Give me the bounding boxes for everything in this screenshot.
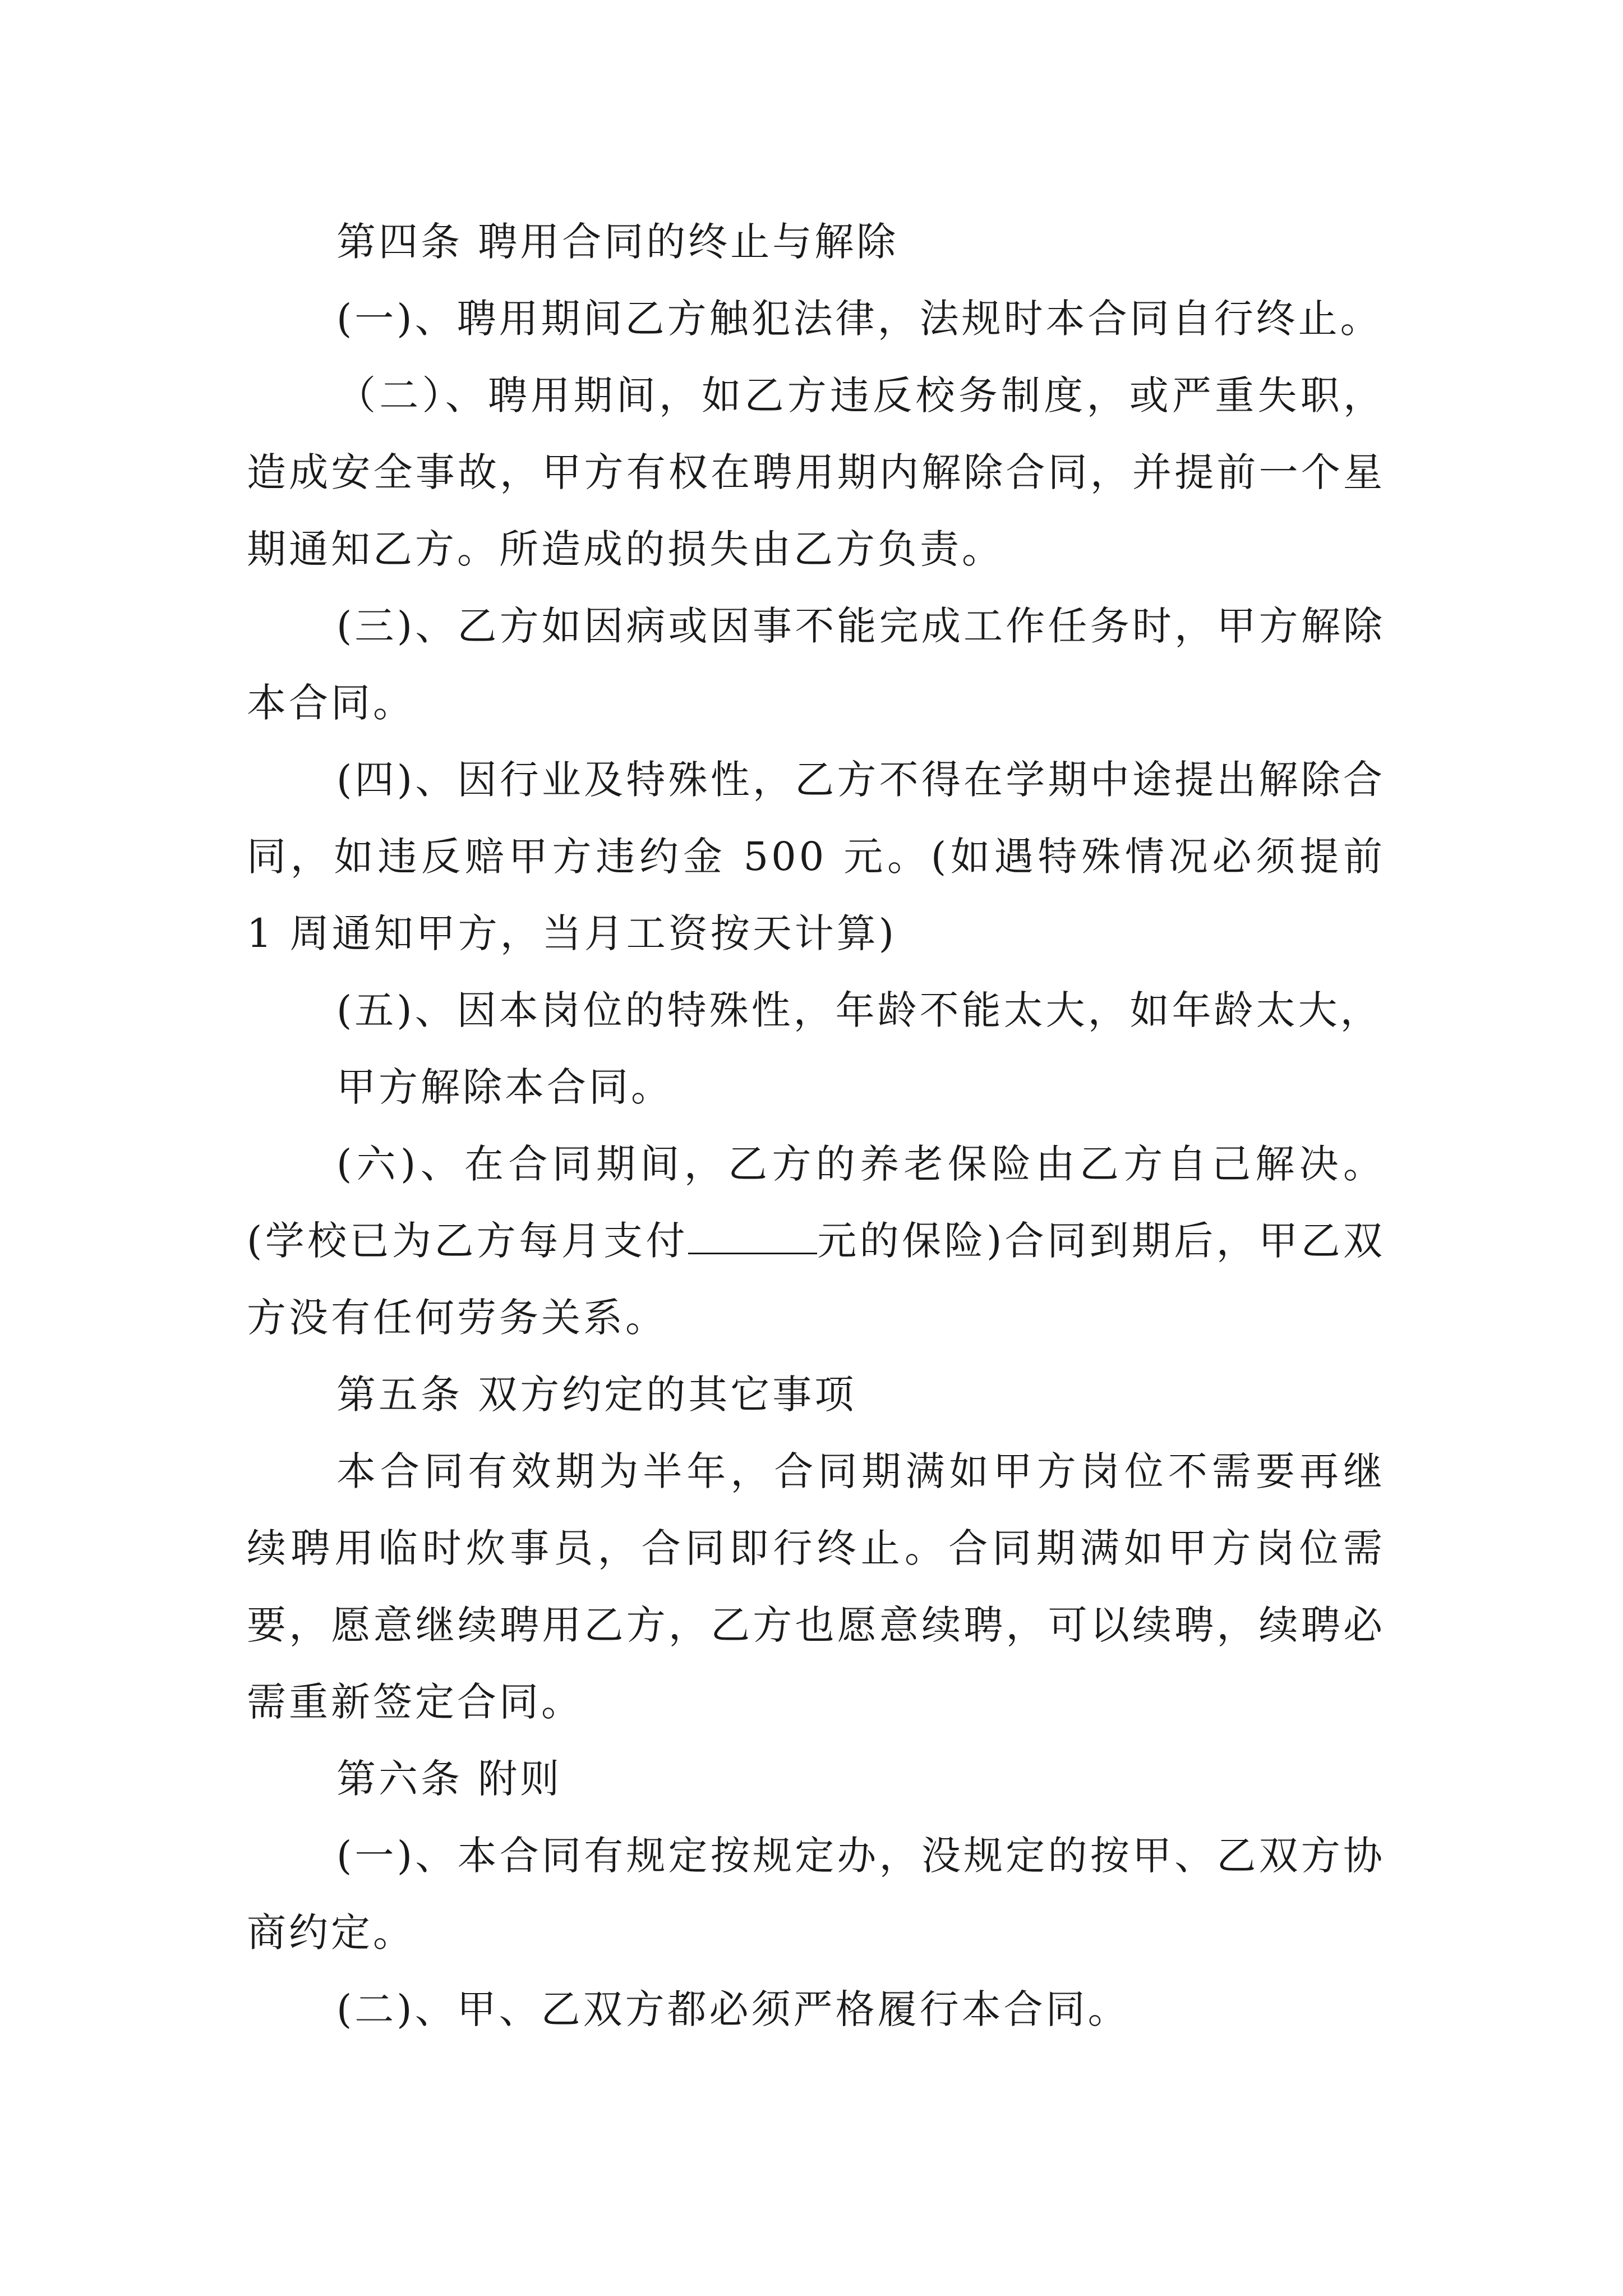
amount-blank-line: [688, 1213, 817, 1254]
article-4-item-5-line-2: 甲方解除本合同。: [336, 1064, 673, 1110]
article-4-item-2: （二）、聘用期间，如乙方违反校务制度，或严重失职，造成安全事故，甲方有权在聘用期内解除合同，并提前一个星期通知乙方。所造成的损失由乙方负责。: [247, 372, 1385, 572]
article-6-item-2: (二)、甲、乙双方都必须严格履行本合同。: [336, 1986, 1130, 2032]
article-5-body: 本合同有效期为半年，合同期满如甲方岗位不需要再继续聘用临时炊事员，合同即行终止。合同期满如甲方岗位需要，愿意继续聘用乙方，乙方也愿意续聘，可以续聘，续聘必需重新签定合同。: [247, 1448, 1385, 1725]
article-4-item-3: (三)、乙方如因病或因事不能完成工作任务时，甲方解除本合同。: [247, 603, 1385, 726]
article-4-heading: 第四条 聘用合同的终止与解除: [336, 219, 899, 265]
article-4-item-6: [247, 1126, 1385, 1356]
article-4-item-5-line-1: (五)、因本岗位的特殊性，年龄不能太大，如年龄太大，: [336, 987, 1382, 1033]
article-4-item-4: (四)、因行业及特殊性，乙方不得在学期中途提出解除合同，如违反赔甲方违约金 500 元。(如遇特殊情况必须提前 1 周通知甲方，当月工资按天计算): [247, 757, 1385, 956]
article-4-item-6-part-2: 元的保险)合同到期后，甲乙双方没有任何劳务关系。: [247, 1218, 1385, 1341]
document-body: [247, 204, 1385, 2048]
article-4-item-6-part-1: (六)、在合同期间，乙方的养老保险由乙方自己解决。(学校已为乙方每月支付: [247, 1141, 1385, 1264]
article-6-heading: 第六条 附则: [336, 1756, 562, 1802]
article-5-heading: 第五条 双方约定的其它事项: [336, 1372, 857, 1418]
article-4-item-1: (一)、聘用期间乙方触犯法律，法规时本合同自行终止。: [336, 296, 1382, 342]
article-6-item-1: (一)、本合同有规定按规定办，没规定的按甲、乙双方协商约定。: [247, 1833, 1385, 1955]
